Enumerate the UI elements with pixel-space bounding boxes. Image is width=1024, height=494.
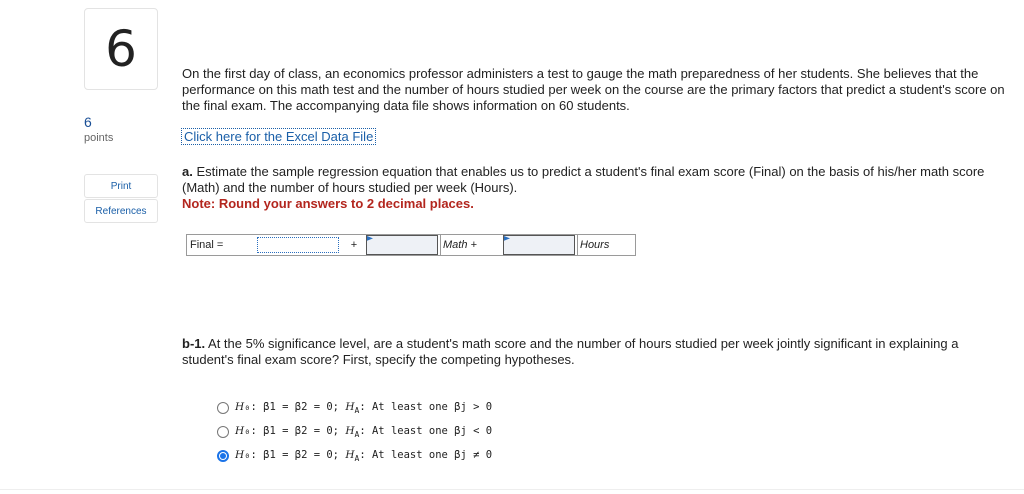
- references-button[interactable]: References: [84, 199, 158, 223]
- part-a-label: a.: [182, 164, 193, 179]
- part-b1-text: At the 5% significance level, are a student's math score and the number of hours studied per week jointly significant in explaining a student's final exam score? First, specify the competing hypotheses.: [182, 336, 959, 367]
- equation-lhs: Final =: [190, 239, 224, 251]
- intercept-input[interactable]: [257, 237, 339, 253]
- part-b1-prompt: [182, 336, 1012, 368]
- equation-plus: +: [350, 239, 358, 251]
- radio-button[interactable]: [217, 426, 229, 438]
- points-label: points: [84, 132, 114, 144]
- part-a-text: Estimate the sample regression equation that enables us to predict a student's final exam score (Final) on the basis of his/her math score (Math) and the number of hours studied per week (Hours).: [182, 164, 985, 195]
- hours-coefficient-input[interactable]: [503, 235, 575, 255]
- question-number: 6: [105, 20, 137, 78]
- hypothesis-option-2[interactable]: H₀: β1 = β2 = 0; $H_A$: At least one βj < 0: [217, 424, 492, 440]
- math-variable-label: Math +: [440, 235, 500, 255]
- part-b1-label: b-1.: [182, 336, 206, 351]
- flag-icon: [367, 236, 373, 244]
- part-a-prompt: [182, 164, 1012, 212]
- hours-variable-label: Hours: [577, 235, 635, 255]
- radio-button-selected[interactable]: [217, 450, 229, 462]
- divider: [0, 489, 1024, 490]
- excel-data-file-link[interactable]: Click here for the Excel Data File: [181, 128, 376, 145]
- question-number-box: [84, 8, 158, 90]
- hypothesis-option-1[interactable]: H₀: β1 = β2 = 0; $H_A$: At least one βj > 0: [217, 400, 492, 416]
- regression-equation-row: [186, 234, 636, 256]
- math-coefficient-input[interactable]: [366, 235, 438, 255]
- hypothesis-option-3[interactable]: H₀: β1 = β2 = 0; $H_A$: At least one βj ≠ 0: [217, 448, 492, 464]
- question-intro: On the first day of class, an economics professor administers a test to gauge the math preparedness of her students. She believes that the performance on this math test and the number of hours studied per week on the course are the primary factors that predict a student's score on the final exam. The accompanying data file shows information on 60 students.: [182, 66, 1005, 113]
- points-value: 6: [84, 114, 92, 130]
- part-a-note: Note: Round your answers to 2 decimal places.: [182, 196, 474, 211]
- radio-button[interactable]: [217, 402, 229, 414]
- flag-icon: [504, 236, 510, 244]
- print-button[interactable]: Print: [84, 174, 158, 198]
